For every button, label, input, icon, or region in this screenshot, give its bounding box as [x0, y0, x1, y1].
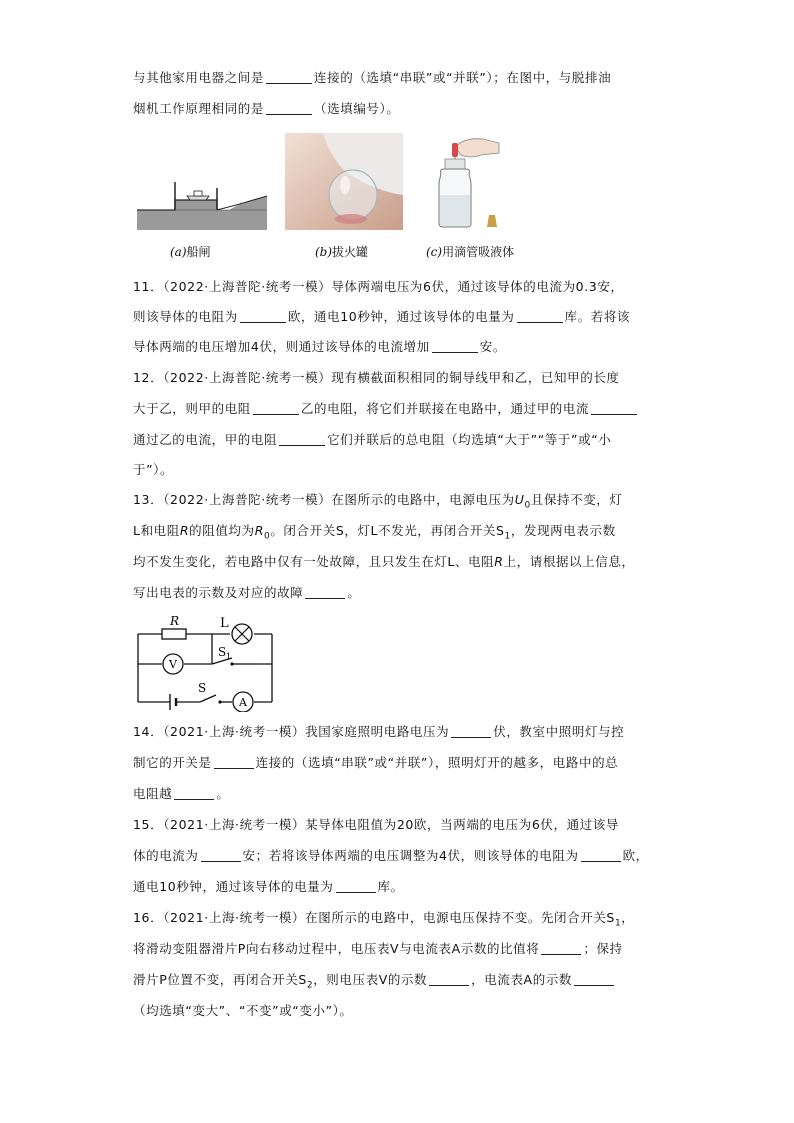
label-a: A — [239, 696, 247, 709]
q11-line-1: 11．（2022·上海普陀·统考一模）导体两端电压为6伏，通过该导体的电流为0.3安， — [133, 279, 624, 294]
answer-blank — [266, 102, 312, 115]
answer-blank — [266, 71, 312, 84]
circuit-diagram-q13 — [134, 612, 280, 712]
figure-caption-b: (b)拔火罐 — [315, 245, 369, 259]
intro-line-1: 与其他家用电器之间是 连接的（选填“串联”或“并联”）；在图中，与脱排油 — [133, 70, 612, 85]
q15-line-2: 体的电流为 安；若将该导体两端的电压调整为4伏，则该导体的电阻为 欧， — [133, 848, 649, 863]
answer-blank — [174, 787, 214, 800]
q16-line-1: 16．（2021·上海·统考一模）在图所示的电路中，电源电压保持不变。先闭合开关$S_1$， — [133, 910, 635, 929]
label-v: V — [169, 658, 177, 671]
q11-line-3: 导体两端的电压增加4伏，则通过该导体的电流增加 安。 — [133, 339, 506, 354]
figure-caption-c: (c)用滴管吸液体 — [426, 245, 515, 259]
answer-blank — [305, 586, 345, 599]
q15-line-3: 通电10秒钟，通过该导体的电量为 库。 — [133, 879, 404, 894]
label-l: L — [220, 616, 229, 631]
label-s1: S — [218, 645, 227, 659]
answer-blank — [574, 973, 614, 986]
q16-line-4: （均选填“变大”、“不变”或“变小”）。 — [133, 1003, 353, 1018]
q16-line-2: 将滑动变阻器滑片P向右移动过程中，电压表V与电流表A示数的比值将 ；保持 — [133, 941, 623, 956]
q12-line-1: 12．（2022·上海普陀·统考一模）现有横截面积相同的铜导线甲和乙，已知甲的长度 — [133, 370, 620, 385]
answer-blank — [336, 880, 376, 893]
dropper-figure — [425, 133, 505, 230]
cupping-photo — [285, 133, 403, 230]
q16-line-3: 滑片P位置不变，再闭合开关$S_2$，则电压表V的示数 ，电流表A的示数 — [133, 972, 616, 994]
q14-line-3: 电阻越 。 — [133, 786, 230, 801]
answer-blank — [517, 310, 563, 323]
answer-blank — [432, 340, 478, 353]
answer-blank — [429, 973, 469, 986]
answer-blank — [214, 756, 254, 769]
q15-line-1: 15．（2021·上海·统考一模）某导体电阻值为20欧，当两端的电压为6伏，通过该导 — [133, 817, 619, 832]
ship-lock-figure — [137, 180, 267, 230]
answer-blank — [451, 725, 491, 738]
q13-line-2: L和电阻R的阻值均为$R_0$。闭合开关S，灯L不发光，再闭合开关$S_1$，发现两电表示数 — [133, 523, 616, 542]
q13-line-4: 写出电表的示数及对应的故障 。 — [133, 585, 361, 600]
q11-line-2: 则该导体的电阻为 欧，通电10秒钟，通过该导体的电量为 库。若将该 — [133, 309, 631, 324]
q12-line-2: 大于乙，则甲的电阻 乙的电阻，将它们并联接在电路中，通过甲的电流 — [133, 401, 639, 417]
answer-blank — [279, 433, 325, 446]
q13-line-1: 13．（2022·上海普陀·统考一模）在图所示的电路中，电源电压为$U_0$且保持不变，灯 — [133, 492, 623, 511]
q12-line-4: 于”）。 — [133, 462, 174, 477]
answer-blank — [253, 402, 299, 415]
answer-blank — [541, 942, 581, 955]
answer-blank — [591, 402, 637, 415]
intro-line-2: 烟机工作原理相同的是 （选填编号）。 — [133, 101, 400, 116]
q12-line-3: 通过乙的电流，甲的电阻 它们并联后的总电阻（均选填“大于”“等于”或“小 — [133, 432, 612, 447]
q13-line-3: 均不发生变化，若电路中仅有一处故障，且只发生在灯L、电阻R上，请根据以上信息， — [133, 554, 635, 569]
label-s1-sub: 1 — [226, 652, 232, 661]
label-s: S — [198, 681, 207, 695]
label-r: R — [170, 614, 180, 628]
lamp-l — [232, 624, 252, 644]
q14-line-2: 制它的开关是 连接的（选填“串联”或“并联”），照明灯开的越多，电路中的总 — [133, 755, 619, 770]
q14-line-1: 14．（2021·上海·统考一模）我国家庭照明电路电压为 伏，教室中照明灯与控 — [133, 724, 625, 739]
figure-caption-a: (a)船闸 — [170, 245, 211, 259]
resistor-r — [162, 629, 186, 639]
answer-blank — [581, 849, 621, 862]
answer-blank — [240, 310, 286, 323]
answer-blank — [201, 849, 241, 862]
